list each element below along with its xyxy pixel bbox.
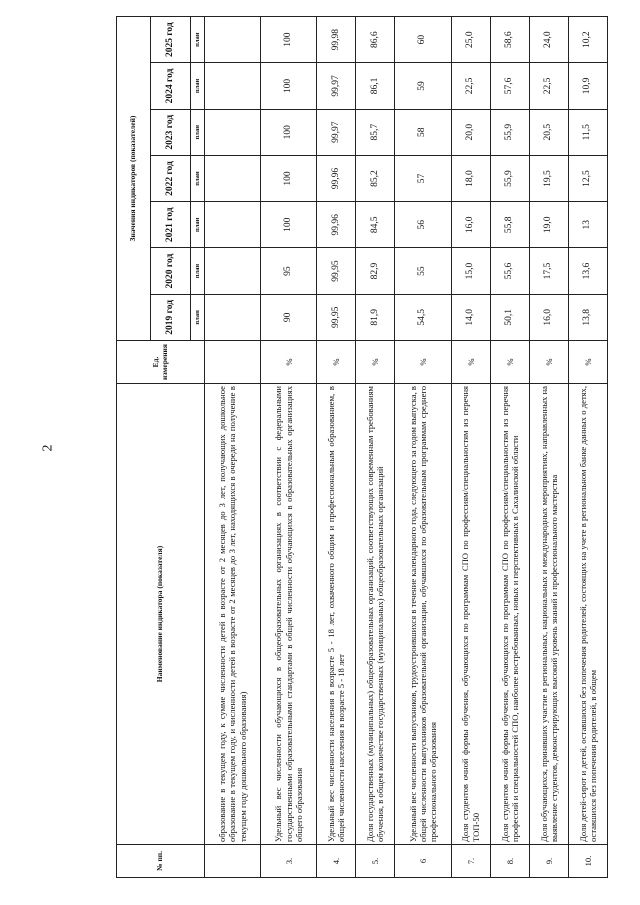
row-value: 55,8 xyxy=(490,202,529,248)
row-num: 5. xyxy=(356,845,395,878)
table-row xyxy=(395,17,451,878)
row-value: 85,7 xyxy=(356,109,395,155)
header-year-5: 2024 год xyxy=(151,63,191,109)
row-value: 57,6 xyxy=(490,63,529,109)
row-value: 58,6 xyxy=(490,17,529,63)
row-value: 55,9 xyxy=(490,155,529,201)
header-sub-6: план xyxy=(191,17,205,63)
row-value: 100 xyxy=(261,109,317,155)
row-value: 13 xyxy=(568,202,607,248)
row-value: 15,0 xyxy=(451,248,490,294)
table-row xyxy=(317,17,356,878)
header-year-1: 2020 год xyxy=(151,248,191,294)
row-value: 14,0 xyxy=(451,294,490,340)
row-value: 85,2 xyxy=(356,155,395,201)
indicators-table-container xyxy=(116,16,608,878)
row-num xyxy=(205,845,261,878)
row-value: 55 xyxy=(395,248,451,294)
table-row xyxy=(490,17,529,878)
row-num: 3. xyxy=(261,845,317,878)
row-value: 22,5 xyxy=(529,63,568,109)
row-unit: % xyxy=(261,341,317,384)
row-name: Доля обучающихся, принявших участие в региональных, национальных и международных мероприятиях, направленных на выявление студентов, демонстрирующих высокий уровень знаний и профессионального мастерства xyxy=(529,384,568,845)
table-row xyxy=(205,17,261,878)
table-row xyxy=(451,17,490,878)
row-num: 9. xyxy=(529,845,568,878)
page-number: 2 xyxy=(40,444,56,452)
header-unit: Ед. измерения xyxy=(117,341,205,384)
row-num: 4. xyxy=(317,845,356,878)
header-sub-1: план xyxy=(191,248,205,294)
header-sub-0: план xyxy=(191,294,205,340)
row-unit: % xyxy=(317,341,356,384)
row-value: 99,97 xyxy=(317,63,356,109)
row-value: 12,5 xyxy=(568,155,607,201)
table-row xyxy=(356,17,395,878)
row-value: 17,5 xyxy=(529,248,568,294)
row-unit: % xyxy=(568,341,607,384)
header-num: № пп. xyxy=(117,845,205,878)
row-value xyxy=(205,109,261,155)
row-value xyxy=(205,248,261,294)
row-value: 11,5 xyxy=(568,109,607,155)
row-unit: % xyxy=(490,341,529,384)
row-unit: % xyxy=(395,341,451,384)
row-unit: % xyxy=(451,341,490,384)
row-value: 16,0 xyxy=(529,294,568,340)
row-name: Доля детей-сирот и детей, оставшихся без попечения родителей, состоящих на учете в региональном банке данных о детях, оставшихся без попечения родителей, в общем xyxy=(568,384,607,845)
row-value: 25,0 xyxy=(451,17,490,63)
header-sub-3: план xyxy=(191,155,205,201)
row-name: Удельный вес численности обучающихся в общеобразовательных организациях в соответствии с федеральными государственными образовательными стандартами в общей численности обучающихся в образовательных организациях общего образования xyxy=(261,384,317,845)
row-value: 24,0 xyxy=(529,17,568,63)
row-num: 10. xyxy=(568,845,607,878)
row-value: 58 xyxy=(395,109,451,155)
row-value: 10,9 xyxy=(568,63,607,109)
row-unit: % xyxy=(529,341,568,384)
row-value: 99,96 xyxy=(317,155,356,201)
row-value xyxy=(205,63,261,109)
indicators-table xyxy=(116,16,608,878)
row-value: 19,0 xyxy=(529,202,568,248)
row-value: 100 xyxy=(261,202,317,248)
row-name: образование в текущем году, к сумме численности детей в возрасте от 2 месяцев до 3 лет, получающих дошкольное образование в текущем году, и численности детей в возрасте от 2 месяцев до 3 лет, находящихся в очереди на получение в текущем году дошкольного образования) xyxy=(205,384,261,845)
row-unit: % xyxy=(356,341,395,384)
row-num: 7. xyxy=(451,845,490,878)
row-value: 20,0 xyxy=(451,109,490,155)
row-value: 54,5 xyxy=(395,294,451,340)
row-value: 86,1 xyxy=(356,63,395,109)
row-value: 50,1 xyxy=(490,294,529,340)
row-name: Доля студентов очной формы обучения, обучающихся по программам СПО по профессиям/специальностям из перечня профессий и специальностей СПО, наиболее востребованных, новых и перспективных в Сахалинской области xyxy=(490,384,529,845)
row-value: 81,9 xyxy=(356,294,395,340)
row-value: 82,9 xyxy=(356,248,395,294)
header-values-group: Значения индикаторов (показателей) xyxy=(117,17,151,341)
row-value: 59 xyxy=(395,63,451,109)
row-value: 86,6 xyxy=(356,17,395,63)
table-row xyxy=(261,17,317,878)
row-name: Доля студентов очной формы обучения, обучающихся по программам СПО по профессиям/специальностям из перечня ТОП-50 xyxy=(451,384,490,845)
header-sub-5: план xyxy=(191,63,205,109)
row-value: 99,95 xyxy=(317,248,356,294)
row-value: 99,96 xyxy=(317,202,356,248)
header-year-4: 2023 год xyxy=(151,109,191,155)
row-value: 19,5 xyxy=(529,155,568,201)
row-value xyxy=(205,202,261,248)
row-value: 90 xyxy=(261,294,317,340)
row-unit xyxy=(205,341,261,384)
row-value: 55,9 xyxy=(490,109,529,155)
row-value: 22,5 xyxy=(451,63,490,109)
row-value xyxy=(205,17,261,63)
header-name: Наименование индикатора (показателя) xyxy=(117,384,205,845)
row-value: 13,8 xyxy=(568,294,607,340)
row-value: 55,6 xyxy=(490,248,529,294)
header-year-2: 2021 год xyxy=(151,202,191,248)
row-num: 6 xyxy=(395,845,451,878)
row-name: Удельный вес численности населения в возрасте 5 - 18 лет, охваченного общим и профессиональным образованием, в общей численности населения в возрасте 5 - 18 лет xyxy=(317,384,356,845)
row-value: 56 xyxy=(395,202,451,248)
row-name: Удельный вес численности выпускников, трудоустроившихся в течение календарного года, следующего за годом выпуска, в общей численности выпускников образовательной организации, обучавшихся по образовательным программам среднего профессионального образования xyxy=(395,384,451,845)
header-year-3: 2022 год xyxy=(151,155,191,201)
row-value: 95 xyxy=(261,248,317,294)
row-value: 10,2 xyxy=(568,17,607,63)
table-row xyxy=(529,17,568,878)
row-value: 99,98 xyxy=(317,17,356,63)
header-year-0: 2019 год xyxy=(151,294,191,340)
row-value xyxy=(205,294,261,340)
header-sub-2: план xyxy=(191,202,205,248)
row-value: 57 xyxy=(395,155,451,201)
row-value: 100 xyxy=(261,155,317,201)
row-value: 100 xyxy=(261,63,317,109)
row-value: 13,6 xyxy=(568,248,607,294)
row-name: Доля государственных (муниципальных) общеобразовательных организаций, соответствующих современным требованиям обучения, в общем количестве государственных (муниципальных) общеобразовательных организаций xyxy=(356,384,395,845)
row-value: 18,0 xyxy=(451,155,490,201)
row-value: 16,0 xyxy=(451,202,490,248)
header-sub-4: план xyxy=(191,109,205,155)
row-value: 100 xyxy=(261,17,317,63)
row-value xyxy=(205,155,261,201)
row-value: 99,97 xyxy=(317,109,356,155)
row-value: 99,95 xyxy=(317,294,356,340)
row-value: 20,5 xyxy=(529,109,568,155)
row-value: 84,5 xyxy=(356,202,395,248)
table-row xyxy=(568,17,607,878)
row-num: 8. xyxy=(490,845,529,878)
row-value: 60 xyxy=(395,17,451,63)
header-year-6: 2025 год xyxy=(151,17,191,63)
